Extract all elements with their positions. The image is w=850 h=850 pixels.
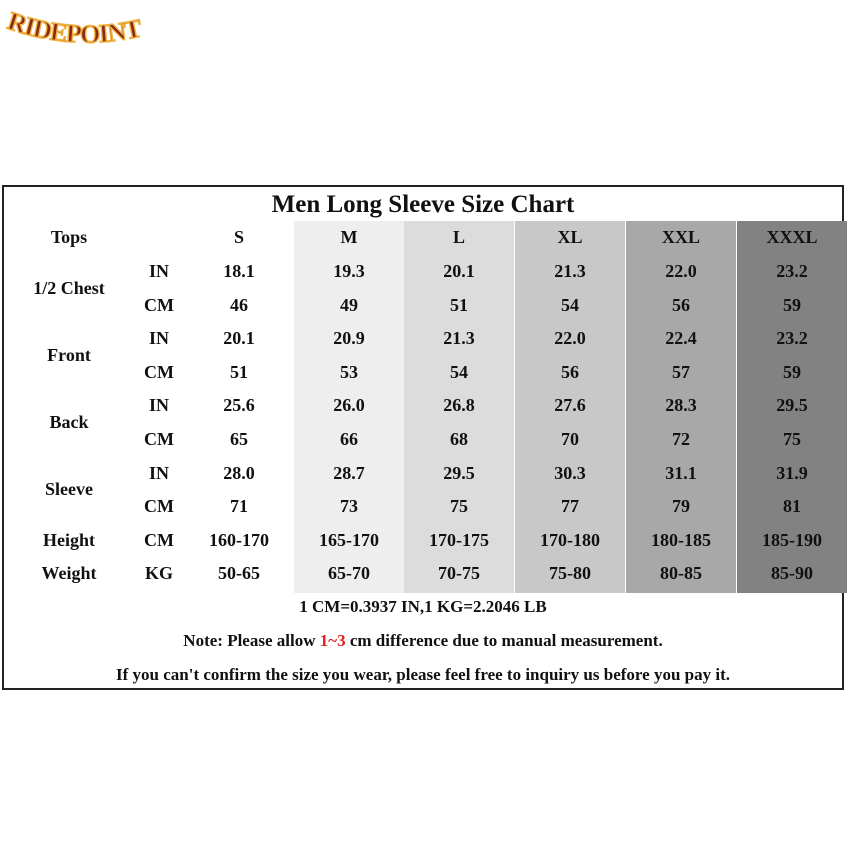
- size-value-cell: 70: [561, 429, 579, 449]
- size-value-cell: 65-70: [328, 563, 370, 584]
- size-value-cell: 70-75: [438, 563, 480, 584]
- size-value-cell: 77: [561, 496, 579, 517]
- size-value-cell: 31.1: [665, 462, 697, 483]
- size-value-cell: 20.9: [333, 328, 365, 349]
- size-value-cell: 22.0: [665, 261, 697, 281]
- unit-label: CM: [144, 294, 174, 315]
- size-value-cell: 75: [783, 429, 801, 449]
- size-value-cell: 23.2: [776, 261, 808, 281]
- size-value-cell: 50-65: [218, 563, 260, 584]
- size-value-cell: 19.3: [333, 261, 365, 281]
- size-value-cell: 23.2: [776, 328, 808, 349]
- size-value-cell: 53: [340, 361, 358, 382]
- size-value-cell: 170-175: [429, 529, 489, 550]
- unit-label: IN: [148, 328, 169, 349]
- size-value-cell: 81: [783, 496, 801, 517]
- size-value-cell: 26.8: [443, 395, 475, 416]
- size-value-cell: 85-90: [771, 563, 813, 584]
- size-value-cell: 65: [230, 429, 248, 449]
- row-group-label: 1/2 Chest: [33, 277, 105, 298]
- row-group-label: Height: [43, 529, 95, 550]
- size-value-cell: 21.3: [443, 328, 475, 349]
- size-chart-table: [2, 185, 844, 690]
- size-value-cell: 75-80: [549, 563, 591, 584]
- note-highlight: 1~3: [319, 631, 346, 650]
- size-value-cell: 185-190: [762, 529, 822, 550]
- row-group-label: Back: [49, 412, 89, 433]
- size-value-cell: 20.1: [443, 261, 475, 281]
- unit-label: CM: [144, 496, 174, 517]
- size-value-cell: 18.1: [223, 261, 255, 281]
- size-value-cell: 54: [450, 361, 468, 382]
- size-value-cell: 28.0: [223, 462, 255, 483]
- size-value-cell: 22.0: [554, 328, 586, 349]
- size-value-cell: 26.0: [333, 395, 365, 416]
- size-value-cell: 54: [561, 294, 579, 315]
- row-group-label: Sleeve: [45, 479, 93, 500]
- size-value-cell: 20.1: [223, 328, 255, 349]
- unit-label: CM: [144, 529, 174, 550]
- size-header-m: M: [340, 227, 358, 247]
- size-value-cell: 80-85: [660, 563, 702, 584]
- size-value-cell: 28.7: [333, 462, 365, 483]
- size-value-cell: 66: [340, 429, 358, 449]
- size-header-xxxl: XXXL: [766, 227, 818, 247]
- size-value-cell: 180-185: [651, 529, 711, 550]
- size-value-cell: 21.3: [554, 261, 586, 281]
- unit-label: IN: [148, 462, 169, 483]
- size-value-cell: 51: [450, 294, 468, 315]
- size-value-cell: 25.6: [223, 395, 255, 416]
- size-value-cell: 59: [783, 294, 801, 315]
- svg-text:RIDEPOINT: RIDEPOINT: [4, 6, 144, 49]
- size-header-xxl: XXL: [661, 227, 700, 247]
- corner-label-tops: Tops: [50, 227, 88, 247]
- conversion-note: 1 CM=0.3937 IN,1 KG=2.2046 LB: [299, 597, 547, 616]
- row-group-label: Front: [47, 345, 91, 365]
- size-value-cell: 51: [230, 361, 248, 382]
- size-value-cell: 56: [672, 294, 690, 315]
- note-suffix: cm difference due to manual measurement.: [345, 631, 663, 650]
- row-group-label: Weight: [41, 563, 97, 584]
- unit-label: IN: [148, 395, 169, 416]
- size-value-cell: 49: [340, 294, 358, 315]
- unit-label: CM: [144, 429, 174, 449]
- size-value-cell: 56: [561, 361, 579, 382]
- size-value-cell: 29.5: [443, 462, 475, 483]
- size-header-s: S: [233, 227, 244, 247]
- size-value-cell: 30.3: [554, 462, 586, 483]
- size-value-cell: 57: [672, 361, 690, 382]
- inquiry-note: If you can't confirm the size you wear, please feel free to inquiry us before you pay it.: [116, 665, 730, 684]
- size-value-cell: 170-180: [540, 529, 600, 550]
- measurement-note: [4, 631, 842, 651]
- chart-title: Men Long Sleeve Size Chart: [271, 191, 575, 218]
- size-value-cell: 79: [672, 496, 690, 517]
- size-value-cell: 31.9: [776, 462, 808, 483]
- ridepoint-logo: [2, 2, 188, 52]
- size-value-cell: 22.4: [665, 328, 697, 349]
- size-header-l: L: [452, 227, 465, 247]
- size-value-cell: 46: [230, 294, 248, 315]
- size-value-cell: 72: [672, 429, 690, 449]
- size-value-cell: 160-170: [209, 529, 269, 550]
- unit-label: KG: [144, 563, 173, 584]
- unit-label: IN: [148, 261, 169, 281]
- size-value-cell: 75: [450, 496, 468, 517]
- size-header-xl: XL: [557, 227, 583, 247]
- size-value-cell: 59: [783, 361, 801, 382]
- size-value-cell: 165-170: [319, 529, 379, 550]
- size-value-cell: 68: [450, 429, 468, 449]
- size-value-cell: 29.5: [776, 395, 808, 416]
- size-value-cell: 28.3: [665, 395, 697, 416]
- unit-label: CM: [144, 361, 174, 382]
- size-value-cell: 73: [340, 496, 358, 517]
- size-value-cell: 71: [230, 496, 248, 517]
- note-prefix: Note: Please allow: [183, 631, 320, 650]
- size-value-cell: 27.6: [554, 395, 586, 416]
